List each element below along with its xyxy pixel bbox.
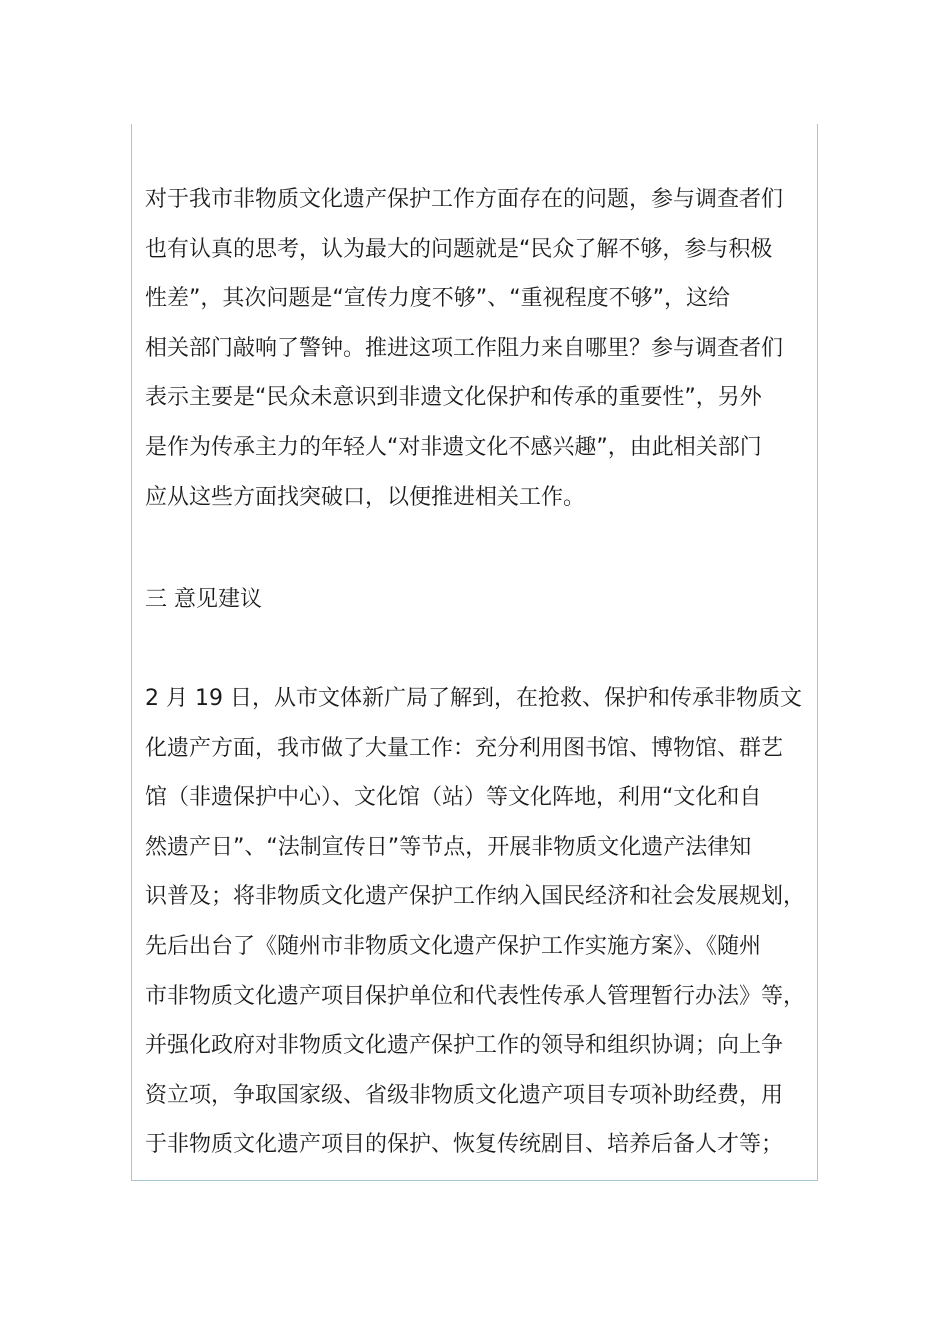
paragraph-line: 化遗产方面，我市做了大量工作：充分利用图书馆、博物馆、群艺 bbox=[145, 735, 784, 761]
paragraph-line: 是作为传承主力的年轻人“对非遗文化不感兴趣”，由此相关部门 bbox=[145, 434, 762, 460]
section-heading bbox=[145, 575, 805, 625]
paragraph-line: 识普及；将非物质文化遗产保护工作纳入国民经济和社会发展规划， bbox=[145, 884, 806, 910]
section-heading-text: 三 意见建议 bbox=[145, 587, 262, 612]
paragraph-line: 于非物质文化遗产项目的保护、恢复传统剧目、培养后备人才等； bbox=[145, 1132, 784, 1158]
paragraph-issues bbox=[145, 175, 805, 522]
paragraph-line: 应从这些方面找突破口，以便推进相关工作。 bbox=[145, 484, 586, 510]
paragraph-line: 资立项，争取国家级、省级非物质文化遗产项目专项补助经费，用 bbox=[145, 1082, 784, 1108]
paragraph-measures bbox=[145, 674, 805, 1170]
paragraph-line: 2 月 19 日，从市文体新广局了解到，在抢救、保护和传承非物质文 bbox=[145, 686, 802, 711]
paragraph-line: 市非物质文化遗产项目保护单位和代表性传承人管理暂行办法》等， bbox=[145, 983, 806, 1009]
paragraph-line: 并强化政府对非物质文化遗产保护工作的领导和组织协调；向上争 bbox=[145, 1033, 784, 1059]
paragraph-line: 然遗产日”、“法制宣传日”等节点，开展非物质文化遗产法律知 bbox=[145, 834, 752, 860]
paragraph-line: 表示主要是“民众未意识到非遗文化保护和传承的重要性”，另外 bbox=[145, 385, 762, 411]
paragraph-line: 也有认真的思考，认为最大的问题就是“民众了解不够，参与积极 bbox=[145, 236, 773, 262]
paragraph-line: 对于我市非物质文化遗产保护工作方面存在的问题，参与调查者们 bbox=[145, 187, 784, 212]
paragraph-line: 先后出台了《随州市非物质文化遗产保护工作实施方案》、《随州 bbox=[145, 933, 762, 959]
paragraph-line: 性差”，其次问题是“宣传力度不够”、“重视程度不够”，这给 bbox=[145, 286, 730, 312]
paragraph-line: 相关部门敲响了警钟。推进这项工作阻力来自哪里？参与调查者们 bbox=[145, 335, 784, 361]
paragraph-line: 馆（非遗保护中心）、文化馆（站）等文化阵地，利用“文化和自 bbox=[145, 785, 762, 811]
